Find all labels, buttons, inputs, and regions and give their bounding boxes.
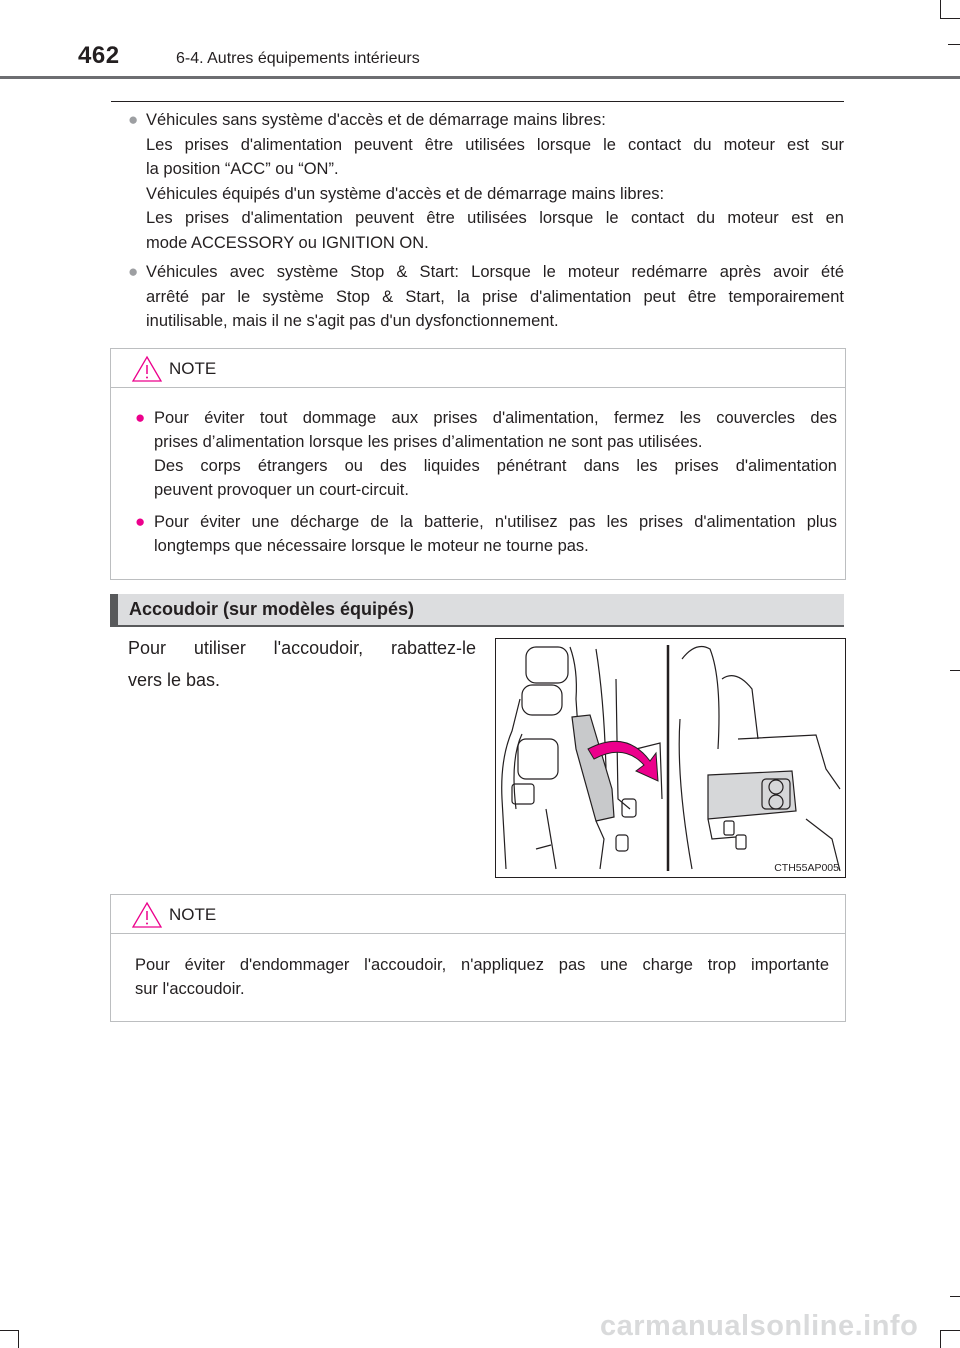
warning-icon	[131, 355, 163, 383]
note-box-armrest	[110, 894, 846, 1022]
body-line: vers le bas.	[128, 670, 221, 690]
crop-mark	[940, 18, 960, 19]
bullet-line: arrêté par le système Stop & Start, la prise d'alimentation peut être temporairement	[146, 287, 844, 306]
crop-mark	[950, 1296, 960, 1297]
note-line: Des corps étrangers ou des liquides pénétrant dans les prises d'alimentation	[154, 457, 837, 475]
bullet-dot-icon: ●	[135, 512, 146, 531]
warning-icon	[131, 901, 163, 929]
crop-mark	[950, 670, 960, 671]
bullet-dot-icon: ●	[135, 408, 146, 427]
crop-mark	[940, 0, 941, 18]
armrest-illustration	[495, 638, 846, 878]
note-line: sur l'accoudoir.	[135, 980, 245, 998]
crop-mark	[940, 1330, 941, 1348]
section-body	[128, 632, 476, 696]
note-line: prises d’alimentation lorsque les prises d’alimentation ne sont pas utilisées.	[154, 433, 703, 451]
note-header	[111, 895, 845, 934]
note-body	[135, 953, 829, 1001]
bullet-line: mode ACCESSORY ou IGNITION ON.	[146, 233, 429, 252]
section-heading	[110, 594, 844, 625]
crop-mark	[948, 44, 960, 45]
bullet-dot-icon: ●	[128, 262, 139, 281]
note-header	[111, 349, 845, 388]
note-bullet	[135, 510, 837, 558]
crop-mark	[0, 1330, 18, 1331]
section-underline	[110, 625, 844, 627]
crop-mark	[18, 1330, 19, 1348]
bullet-line: inutilisable, mais il ne s'agit pas d'un dysfonctionnement.	[146, 312, 559, 330]
armrest-drawing	[496, 639, 845, 877]
crop-mark	[940, 1330, 960, 1331]
section-heading-bar	[110, 594, 118, 625]
note-line: peuvent provoquer un court-circuit.	[154, 481, 409, 499]
note-line: Pour éviter tout dommage aux prises d'alimentation, fermez les couvercles des	[154, 409, 837, 427]
bullet-stop-start	[128, 260, 844, 334]
bullet-line: Les prises d'alimentation peuvent être utilisées lorsque le contact du moteur est sur	[146, 135, 844, 154]
bullet-line: Véhicules sans système d'accès et de démarrage mains libres:	[146, 111, 606, 129]
chapter-title: 6-4. Autres équipements intérieurs	[176, 50, 420, 67]
bullet-line: Véhicules équipés d'un système d'accès et de démarrage mains libres:	[146, 184, 665, 203]
bullet-line: la position “ACC” ou “ON”.	[146, 160, 339, 178]
note-bullet	[135, 406, 837, 502]
note-line: Pour éviter d'endommager l'accoudoir, n'appliquez pas une charge trop importante	[135, 956, 829, 974]
bullet-hands-free	[128, 108, 844, 255]
body-line: Pour utiliser l'accoudoir, rabattez-le	[128, 638, 476, 658]
note-title: NOTE	[169, 905, 217, 924]
bullet-dot-icon: ●	[128, 110, 139, 129]
content-top-rule	[111, 101, 844, 102]
figure-code: CTH55AP005	[774, 862, 839, 874]
watermark: carmanualsonline.info	[600, 1310, 919, 1342]
note-box-power-outlet	[110, 348, 846, 580]
bullet-line: Véhicules avec système Stop & Start: Lorsque le moteur redémarre après avoir été	[146, 263, 844, 281]
note-title: NOTE	[169, 359, 217, 378]
header-rule	[0, 76, 960, 79]
note-line: Pour éviter une décharge de la batterie, n'utilisez pas les prises d'alimentation plus	[154, 513, 837, 531]
bullet-line: Les prises d'alimentation peuvent être utilisées lorsque le contact du moteur est en	[146, 209, 844, 227]
note-line: longtemps que nécessaire lorsque le moteur ne tourne pas.	[154, 537, 589, 555]
page-number: 462	[78, 42, 120, 69]
section-title: Accoudoir (sur modèles équipés)	[129, 599, 415, 619]
